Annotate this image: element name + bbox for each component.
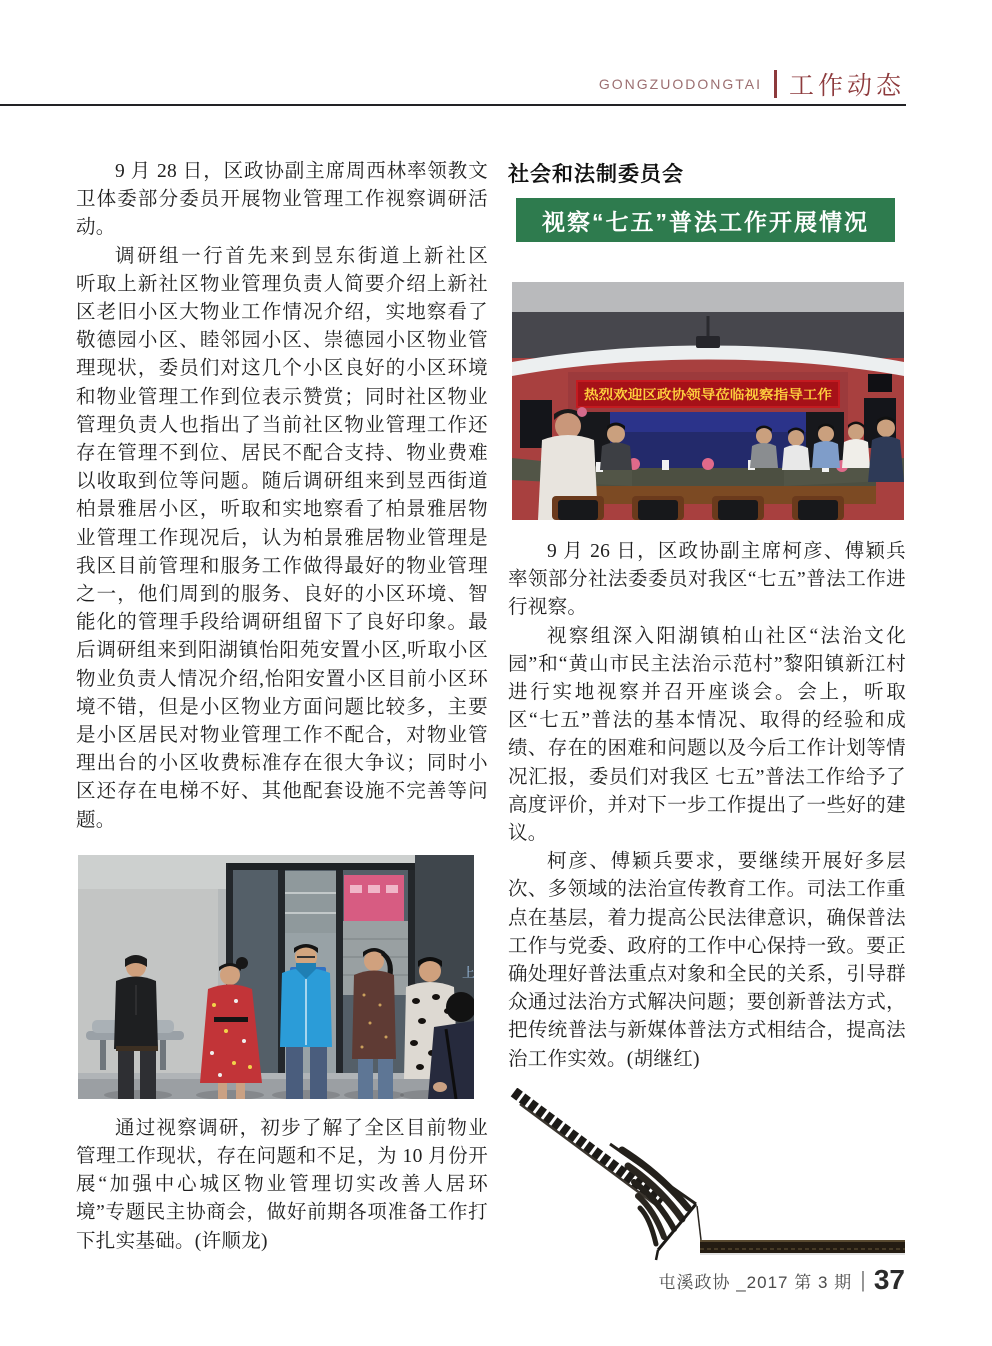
welcome-banner-text: 热烈欢迎区政协领导莅临视察指导工作 [584, 387, 832, 402]
right-column [508, 158, 906, 1268]
inspection-group-photo-art [78, 855, 474, 1099]
footer-separator: | [860, 1267, 866, 1292]
article-paragraph: 调研组一行首先来到昱东街道上新社区 听取上新社区物业管理负责人简要介绍上新社区老旧小区大物业工作情况介绍，实地察看了敬德园小区、睦邻园小区、崇德园小区物业管理现状，委员们对这几个小区良好的小区环境和物业管理工作到位表示赞赏；同时社区物业管理负责人也指出了当前社区物业管理工作还存在管理不到位、居民不配合支持、物业费难以收取到位等问题。随后调研组来到昱西街道柏景雅居小区，听取和实地察看了柏景雅居物业管理工作现况后，认为柏景雅居物业管理是我区目前管理和服务工作做得最好的物业管理之一，他们周到的服务、良好的小区环境、智能化的管理手段给调研组留下了良好印象。最后调研组来到阳湖镇怡阳苑安置小区,听取小区物业负责人情况介绍,怡阳安置小区目前小区环境不错，但是小区物业方面问题比较多，主要是小区居民对物业管理工作不配合，对物业管理出台的小区收费标准存在很大争议；同时小区还存在电梯不好、其他配套设施不完善等问题。 [76, 245, 508, 831]
article-title-banner [516, 198, 895, 242]
article-paragraph: 9 月 28 日，区政协副主席周西林率领教文卫体委部分委员开展物业管理工作视察调研活动。 [76, 161, 488, 239]
header-rule [0, 104, 906, 106]
roof-eave-motif-art [510, 1088, 905, 1268]
article-paragraph: 视察组深入阳湖镇柏山社区“法治文化园”和“黄山市民主法治示范村”黎阳镇新江村进行实地视察并召开座谈会。会上，听取区“七五”普法的基本情况、取得的经验和成绩、存在的困难和问题以及今后工作计划等情况汇报，委员们对我区 七五”普法工作给予了高度评价，并对下一步工作提出了一些好的建议。 [508, 625, 906, 845]
left-column [76, 158, 508, 1256]
meeting-room-photo-art [512, 282, 904, 520]
header-kicker: GONGZUODONGTAI [598, 76, 762, 92]
article-paragraph: 柯彦、傅颖兵要求，要继续开展好多层次、多领域的法治宣传教育工作。司法工作重点在基层，着力提高公民法律意识，确保普法工作与党委、政府的工作中心保持一致。要正确处理好普法重点对象和全民的关系，引导群众通过法治方式解决问题；要创新普法方式，把传统普法与新媒体普法方式相结合，提高法治工作实效。(胡继红) [508, 851, 906, 1070]
glass-sign-right: 上 [462, 964, 474, 980]
right-article-body [508, 538, 906, 1074]
header-divider [774, 70, 777, 98]
committee-heading: 社会和法制委员会 [508, 163, 684, 186]
article-title: 视察“七五”普法工作开展情况 [542, 208, 869, 235]
article-paragraph: 9 月 26 日，区政协副主席柯彦、傅颖兵率领部分社法委委员对我区“七五”普法工作进行视察。 [508, 541, 906, 619]
inspection-group-photo [78, 855, 488, 1099]
page-number: 37 [873, 1264, 905, 1295]
article-paragraph: 通过视察调研，初步了解了全区目前物业管理工作现状，存在问题和不足，为 10 月份开展“加强中心城区物业管理切实改善人居环境”专题民主协商会，做好前期各项准备工作打下扎实基础。(许顺龙) [76, 1117, 488, 1252]
roof-eave-motif [510, 1088, 906, 1268]
page-header [599, 66, 905, 102]
page-footer [659, 1264, 906, 1296]
journal-name: 屯溪政协 _2017 第 3 期 [658, 1272, 853, 1292]
meeting-room-photo [512, 282, 906, 520]
page-section-title: 工作动态 [788, 73, 905, 100]
